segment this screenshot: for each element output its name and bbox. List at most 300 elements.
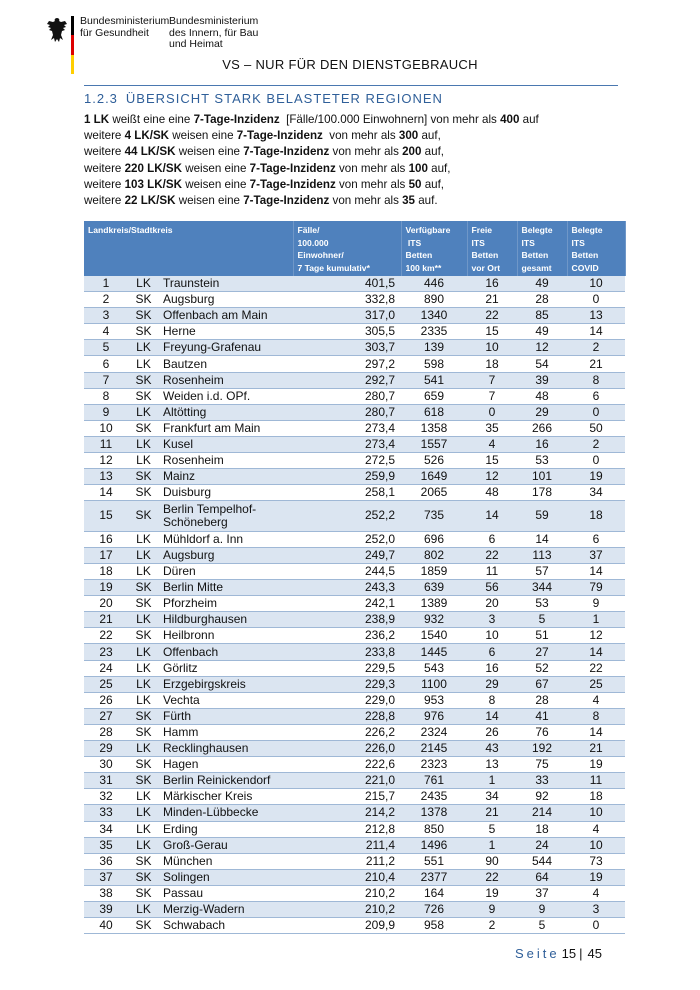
table-row — [84, 580, 625, 596]
cell-its-free: 21 — [467, 805, 517, 821]
cell-type: LK — [128, 404, 159, 420]
cell-its-free: 10 — [467, 628, 517, 644]
cell-its-free: 14 — [467, 708, 517, 724]
cell-its-available: 761 — [401, 773, 467, 789]
cell-its-free: 4 — [467, 436, 517, 452]
header-occupied-total: Belegte ITS Betten gesamt — [517, 221, 567, 276]
cell-type: LK — [128, 789, 159, 805]
cell-rank: 20 — [84, 596, 128, 612]
cell-district: Erzgebirgskreis — [159, 676, 293, 692]
table-row — [84, 436, 625, 452]
cell-type: SK — [128, 724, 159, 740]
cell-type: SK — [128, 918, 159, 934]
cell-occupied-total: 49 — [517, 276, 567, 292]
cell-occupied-covid: 8 — [567, 708, 625, 724]
table-row — [84, 420, 625, 436]
cell-its-available: 541 — [401, 372, 467, 388]
cell-occupied-total: 113 — [517, 547, 567, 563]
table-row — [84, 757, 625, 773]
cell-occupied-covid: 25 — [567, 676, 625, 692]
cell-type: LK — [128, 453, 159, 469]
cell-incidence: 210,2 — [293, 901, 401, 917]
table-row — [84, 789, 625, 805]
cell-occupied-covid: 0 — [567, 918, 625, 934]
cell-district: Mainz — [159, 469, 293, 485]
cell-incidence: 228,8 — [293, 708, 401, 724]
cell-its-available: 802 — [401, 547, 467, 563]
cell-occupied-total: 266 — [517, 420, 567, 436]
cell-its-free: 0 — [467, 404, 517, 420]
table-row — [84, 276, 625, 292]
cell-type: SK — [128, 628, 159, 644]
cell-incidence: 401,5 — [293, 276, 401, 292]
table-row — [84, 918, 625, 934]
cell-incidence: 222,6 — [293, 757, 401, 773]
cell-occupied-total: 28 — [517, 292, 567, 308]
cell-its-available: 551 — [401, 853, 467, 869]
cell-its-available: 2335 — [401, 324, 467, 340]
cell-occupied-covid: 14 — [567, 724, 625, 740]
cell-its-free: 1 — [467, 837, 517, 853]
cell-occupied-covid: 3 — [567, 901, 625, 917]
cell-district: Heilbronn — [159, 628, 293, 644]
cell-district: Märkischer Kreis — [159, 789, 293, 805]
cell-occupied-total: 54 — [517, 356, 567, 372]
cell-occupied-total: 16 — [517, 436, 567, 452]
flag-red — [71, 35, 74, 54]
cell-occupied-covid: 21 — [567, 356, 625, 372]
cell-occupied-total: 18 — [517, 821, 567, 837]
cell-incidence: 303,7 — [293, 340, 401, 356]
table-row — [84, 885, 625, 901]
cell-occupied-covid: 10 — [567, 805, 625, 821]
cell-its-free: 22 — [467, 547, 517, 563]
cell-district: Bautzen — [159, 356, 293, 372]
cell-occupied-covid: 37 — [567, 547, 625, 563]
cell-occupied-total: 178 — [517, 485, 567, 501]
cell-type: LK — [128, 276, 159, 292]
cell-occupied-total: 28 — [517, 692, 567, 708]
cell-district: Freyung-Grafenau — [159, 340, 293, 356]
cell-rank: 22 — [84, 628, 128, 644]
header-occupied-covid: Belegte ITS Betten COVID — [567, 221, 625, 276]
cell-rank: 14 — [84, 485, 128, 501]
header-cases: Fälle/ 100.000 Einwohner/ 7 Tage kumulativ* — [293, 221, 401, 276]
cell-occupied-covid: 19 — [567, 869, 625, 885]
intro-line: weitere 220 LK/SK weisen eine 7-Tage-Inzidenz von mehr als 100 auf, — [84, 161, 451, 175]
cell-district: Erding — [159, 821, 293, 837]
cell-type: SK — [128, 773, 159, 789]
cell-rank: 31 — [84, 773, 128, 789]
table-row — [84, 773, 625, 789]
table-row — [84, 308, 625, 324]
cell-incidence: 215,7 — [293, 789, 401, 805]
cell-type: SK — [128, 388, 159, 404]
cell-its-free: 5 — [467, 821, 517, 837]
cell-occupied-total: 5 — [517, 612, 567, 628]
section-title: ÜBERSICHT STARK BELASTETER REGIONEN — [125, 91, 443, 106]
cell-occupied-covid: 18 — [567, 501, 625, 532]
cell-occupied-total: 59 — [517, 501, 567, 532]
table-row — [84, 644, 625, 660]
cell-its-available: 735 — [401, 501, 467, 532]
table-row — [84, 453, 625, 469]
cell-its-available: 618 — [401, 404, 467, 420]
cell-its-free: 8 — [467, 692, 517, 708]
cell-occupied-covid: 73 — [567, 853, 625, 869]
cell-incidence: 221,0 — [293, 773, 401, 789]
table-row — [84, 485, 625, 501]
cell-its-available: 2323 — [401, 757, 467, 773]
cell-occupied-covid: 22 — [567, 660, 625, 676]
cell-district: Hamm — [159, 724, 293, 740]
cell-rank: 37 — [84, 869, 128, 885]
header-its-available: Verfügbare ITS Betten 100 km** — [401, 221, 467, 276]
cell-its-free: 18 — [467, 356, 517, 372]
cell-occupied-covid: 19 — [567, 757, 625, 773]
cell-its-free: 7 — [467, 388, 517, 404]
cell-incidence: 244,5 — [293, 564, 401, 580]
regions-table — [84, 221, 626, 934]
cell-rank: 35 — [84, 837, 128, 853]
header-district: Landkreis/Stadtkreis — [84, 221, 293, 276]
cell-its-free: 2 — [467, 918, 517, 934]
table-row — [84, 612, 625, 628]
cell-district: Recklinghausen — [159, 741, 293, 757]
table-row — [84, 869, 625, 885]
cell-occupied-covid: 0 — [567, 404, 625, 420]
cell-type: SK — [128, 853, 159, 869]
cell-district: Rosenheim — [159, 372, 293, 388]
cell-rank: 5 — [84, 340, 128, 356]
table-row — [84, 837, 625, 853]
cell-type: SK — [128, 757, 159, 773]
cell-district: Offenbach am Main — [159, 308, 293, 324]
cell-incidence: 229,3 — [293, 676, 401, 692]
cell-occupied-covid: 34 — [567, 485, 625, 501]
cell-its-free: 12 — [467, 469, 517, 485]
cell-its-free: 15 — [467, 453, 517, 469]
cell-occupied-total: 9 — [517, 901, 567, 917]
cell-its-free: 16 — [467, 276, 517, 292]
cell-its-free: 21 — [467, 292, 517, 308]
cell-its-free: 13 — [467, 757, 517, 773]
cell-its-available: 2435 — [401, 789, 467, 805]
cell-occupied-covid: 2 — [567, 340, 625, 356]
cell-occupied-total: 51 — [517, 628, 567, 644]
cell-occupied-total: 12 — [517, 340, 567, 356]
cell-its-free: 11 — [467, 564, 517, 580]
table-row — [84, 676, 625, 692]
cell-district: Augsburg — [159, 547, 293, 563]
cell-rank: 19 — [84, 580, 128, 596]
page-total: 45 — [587, 946, 602, 961]
cell-its-free: 90 — [467, 853, 517, 869]
cell-its-available: 1445 — [401, 644, 467, 660]
cell-district: Düren — [159, 564, 293, 580]
cell-rank: 7 — [84, 372, 128, 388]
cell-district: Minden-Lübbecke — [159, 805, 293, 821]
cell-occupied-total: 92 — [517, 789, 567, 805]
cell-type: SK — [128, 596, 159, 612]
cell-rank: 18 — [84, 564, 128, 580]
intro-line: weitere 22 LK/SK weisen eine 7-Tage-Inzidenz von mehr als 35 auf. — [84, 194, 438, 208]
cell-occupied-covid: 14 — [567, 644, 625, 660]
cell-district: Groß-Gerau — [159, 837, 293, 853]
cell-occupied-total: 41 — [517, 708, 567, 724]
cell-its-available: 976 — [401, 708, 467, 724]
cell-occupied-covid: 50 — [567, 420, 625, 436]
cell-its-free: 22 — [467, 869, 517, 885]
table-row — [84, 741, 625, 757]
cell-incidence: 272,5 — [293, 453, 401, 469]
cell-its-free: 19 — [467, 885, 517, 901]
cell-its-available: 639 — [401, 580, 467, 596]
table-row — [84, 501, 625, 532]
cell-type: LK — [128, 692, 159, 708]
table-row — [84, 547, 625, 563]
cell-incidence: 238,9 — [293, 612, 401, 628]
cell-its-available: 2065 — [401, 485, 467, 501]
cell-type: LK — [128, 547, 159, 563]
cell-occupied-total: 33 — [517, 773, 567, 789]
cell-district: Frankfurt am Main — [159, 420, 293, 436]
cell-incidence: 280,7 — [293, 404, 401, 420]
table-header-row — [84, 221, 625, 276]
cell-rank: 1 — [84, 276, 128, 292]
cell-type: LK — [128, 821, 159, 837]
cell-its-free: 34 — [467, 789, 517, 805]
cell-type: LK — [128, 805, 159, 821]
cell-occupied-total: 48 — [517, 388, 567, 404]
table-row — [84, 660, 625, 676]
cell-its-available: 850 — [401, 821, 467, 837]
cell-occupied-covid: 12 — [567, 628, 625, 644]
cell-district: Duisburg — [159, 485, 293, 501]
cell-rank: 2 — [84, 292, 128, 308]
cell-its-available: 1358 — [401, 420, 467, 436]
intro-line: weitere 103 LK/SK weisen eine 7-Tage-Inzidenz von mehr als 50 auf, — [84, 177, 445, 191]
cell-its-available: 543 — [401, 660, 467, 676]
cell-type: SK — [128, 485, 159, 501]
cell-incidence: 211,4 — [293, 837, 401, 853]
cell-its-available: 139 — [401, 340, 467, 356]
table-row — [84, 853, 625, 869]
cell-its-available: 1389 — [401, 596, 467, 612]
cell-its-free: 56 — [467, 580, 517, 596]
table-row — [84, 356, 625, 372]
cell-type: LK — [128, 660, 159, 676]
cell-its-free: 16 — [467, 660, 517, 676]
header-divider — [84, 85, 618, 86]
cell-its-available: 1340 — [401, 308, 467, 324]
cell-district: Hildburghausen — [159, 612, 293, 628]
cell-its-available: 890 — [401, 292, 467, 308]
cell-type: SK — [128, 708, 159, 724]
page-separator: | — [579, 946, 583, 961]
cell-incidence: 210,2 — [293, 885, 401, 901]
cell-occupied-covid: 10 — [567, 837, 625, 853]
cell-rank: 28 — [84, 724, 128, 740]
cell-incidence: 292,7 — [293, 372, 401, 388]
cell-rank: 13 — [84, 469, 128, 485]
cell-district: Vechta — [159, 692, 293, 708]
cell-type: LK — [128, 644, 159, 660]
cell-rank: 24 — [84, 660, 128, 676]
cell-its-available: 164 — [401, 885, 467, 901]
cell-occupied-total: 214 — [517, 805, 567, 821]
cell-its-free: 43 — [467, 741, 517, 757]
cell-its-available: 1649 — [401, 469, 467, 485]
cell-occupied-total: 27 — [517, 644, 567, 660]
cell-occupied-total: 101 — [517, 469, 567, 485]
cell-incidence: 226,0 — [293, 741, 401, 757]
cell-rank: 17 — [84, 547, 128, 563]
cell-type: SK — [128, 292, 159, 308]
section-number: 1.2.3 — [84, 91, 118, 106]
cell-occupied-covid: 6 — [567, 388, 625, 404]
cell-its-available: 1557 — [401, 436, 467, 452]
cell-occupied-total: 37 — [517, 885, 567, 901]
table-row — [84, 372, 625, 388]
cell-type: SK — [128, 885, 159, 901]
cell-its-available: 1100 — [401, 676, 467, 692]
cell-its-available: 526 — [401, 453, 467, 469]
cell-incidence: 249,7 — [293, 547, 401, 563]
cell-occupied-total: 53 — [517, 596, 567, 612]
cell-its-free: 14 — [467, 501, 517, 532]
cell-type: LK — [128, 612, 159, 628]
cell-occupied-covid: 13 — [567, 308, 625, 324]
cell-its-available: 726 — [401, 901, 467, 917]
cell-occupied-covid: 6 — [567, 531, 625, 547]
cell-type: LK — [128, 564, 159, 580]
cell-occupied-covid: 14 — [567, 564, 625, 580]
cell-rank: 29 — [84, 741, 128, 757]
table-row — [84, 724, 625, 740]
cell-rank: 27 — [84, 708, 128, 724]
cell-its-available: 932 — [401, 612, 467, 628]
cell-incidence: 209,9 — [293, 918, 401, 934]
cell-incidence: 305,5 — [293, 324, 401, 340]
table-row — [84, 340, 625, 356]
cell-type: LK — [128, 741, 159, 757]
cell-occupied-covid: 0 — [567, 453, 625, 469]
cell-occupied-total: 544 — [517, 853, 567, 869]
cell-rank: 3 — [84, 308, 128, 324]
cell-rank: 23 — [84, 644, 128, 660]
cell-occupied-total: 24 — [517, 837, 567, 853]
cell-rank: 9 — [84, 404, 128, 420]
ministry-interior: Bundesministerium des Innern, für Bau und Heimat — [169, 15, 259, 50]
cell-type: SK — [128, 372, 159, 388]
cell-incidence: 252,2 — [293, 501, 401, 532]
cell-incidence: 229,0 — [293, 692, 401, 708]
cell-incidence: 236,2 — [293, 628, 401, 644]
cell-incidence: 297,2 — [293, 356, 401, 372]
cell-occupied-covid: 18 — [567, 789, 625, 805]
cell-rank: 30 — [84, 757, 128, 773]
table-row — [84, 531, 625, 547]
cell-rank: 8 — [84, 388, 128, 404]
cell-occupied-total: 29 — [517, 404, 567, 420]
cell-occupied-total: 76 — [517, 724, 567, 740]
cell-its-free: 48 — [467, 485, 517, 501]
cell-district: Görlitz — [159, 660, 293, 676]
cell-occupied-covid: 4 — [567, 692, 625, 708]
cell-its-free: 1 — [467, 773, 517, 789]
cell-occupied-total: 53 — [517, 453, 567, 469]
table-row — [84, 404, 625, 420]
cell-type: LK — [128, 356, 159, 372]
cell-its-available: 1540 — [401, 628, 467, 644]
cell-type: LK — [128, 837, 159, 853]
cell-incidence: 242,1 — [293, 596, 401, 612]
cell-its-free: 22 — [467, 308, 517, 324]
cell-incidence: 212,8 — [293, 821, 401, 837]
cell-incidence: 273,4 — [293, 420, 401, 436]
intro-line: weitere 44 LK/SK weisen eine 7-Tage-Inzidenz von mehr als 200 auf, — [84, 145, 445, 159]
ministry-health: Bundesministerium für Gesundheit — [80, 15, 170, 39]
cell-occupied-covid: 8 — [567, 372, 625, 388]
page-number: 15 — [561, 946, 577, 961]
cell-occupied-total: 14 — [517, 531, 567, 547]
cell-occupied-covid: 10 — [567, 276, 625, 292]
cell-its-free: 3 — [467, 612, 517, 628]
cell-type: SK — [128, 420, 159, 436]
cell-rank: 34 — [84, 821, 128, 837]
section-heading — [84, 91, 443, 106]
table-body — [84, 276, 625, 934]
cell-district: Herne — [159, 324, 293, 340]
cell-its-available: 446 — [401, 276, 467, 292]
cell-its-available: 958 — [401, 918, 467, 934]
cell-rank: 32 — [84, 789, 128, 805]
cell-its-available: 2377 — [401, 869, 467, 885]
cell-occupied-covid: 19 — [567, 469, 625, 485]
cell-its-free: 6 — [467, 531, 517, 547]
cell-district: Merzig-Wadern — [159, 901, 293, 917]
cell-incidence: 259,9 — [293, 469, 401, 485]
cell-its-available: 1859 — [401, 564, 467, 580]
cell-district: Berlin Reinickendorf — [159, 773, 293, 789]
intro-paragraph — [84, 112, 539, 209]
cell-its-available: 1496 — [401, 837, 467, 853]
cell-incidence: 211,2 — [293, 853, 401, 869]
cell-occupied-total: 67 — [517, 676, 567, 692]
cell-its-available: 953 — [401, 692, 467, 708]
cell-occupied-total: 52 — [517, 660, 567, 676]
cell-occupied-covid: 11 — [567, 773, 625, 789]
table-row — [84, 596, 625, 612]
cell-district: Solingen — [159, 869, 293, 885]
cell-type: LK — [128, 436, 159, 452]
cell-its-available: 659 — [401, 388, 467, 404]
cell-type: SK — [128, 308, 159, 324]
cell-district: Kusel — [159, 436, 293, 452]
cell-its-available: 1378 — [401, 805, 467, 821]
cell-occupied-total: 49 — [517, 324, 567, 340]
cell-district: München — [159, 853, 293, 869]
table-row — [84, 564, 625, 580]
cell-district: Berlin Mitte — [159, 580, 293, 596]
cell-its-free: 15 — [467, 324, 517, 340]
table-row — [84, 324, 625, 340]
cell-occupied-covid: 4 — [567, 821, 625, 837]
table-row — [84, 901, 625, 917]
cell-rank: 33 — [84, 805, 128, 821]
cell-rank: 4 — [84, 324, 128, 340]
